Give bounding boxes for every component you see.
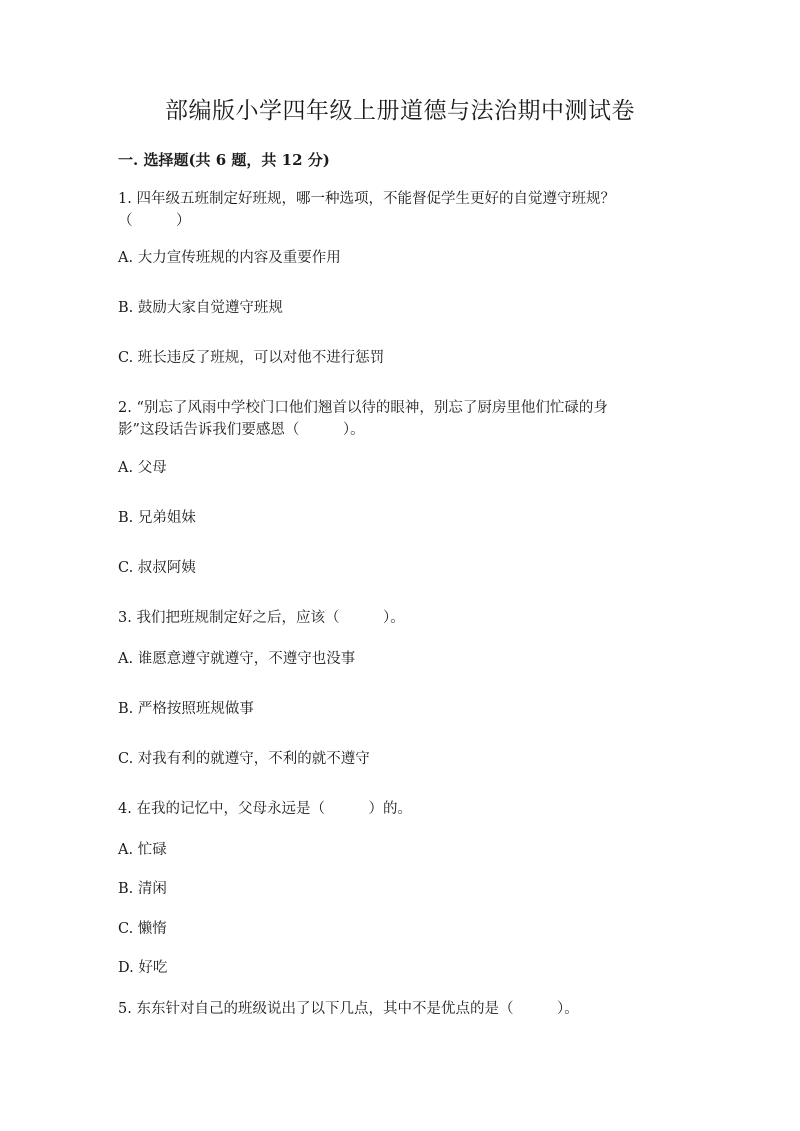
question-3-option-b: B. 严格按照班规做事: [118, 701, 254, 717]
question-5-stem: 5. 东东针对自己的班级说出了以下几点，其中不是优点的是（ ）。: [118, 1001, 579, 1017]
question-4-option-c: C. 懒惰: [118, 921, 167, 937]
question-3-stem: 3. 我们把班规制定好之后，应该（ ）。: [118, 610, 405, 626]
section-heading: 一. 选择题(共 6 题，共 12 分): [118, 151, 330, 169]
question-2-stem-line-2: 影”这段话告诉我们要感恩（ ）。: [118, 422, 365, 438]
question-4-option-a: A. 忙碌: [118, 842, 167, 858]
question-4-option-d: D. 好吃: [118, 960, 168, 976]
question-2-option-b: B. 兄弟姐妹: [118, 510, 196, 526]
question-3-option-a: A. 谁愿意遵守就遵守，不遵守也没事: [118, 651, 356, 667]
question-2-stem-line-1: 2. “别忘了风雨中学校门口他们翘首以待的眼神，别忘了厨房里他们忙碌的身: [118, 400, 608, 416]
question-1-option-a: A. 大力宣传班规的内容及重要作用: [118, 250, 341, 266]
question-3-option-c: C. 对我有利的就遵守，不利的就不遵守: [118, 751, 370, 767]
question-1-option-b: B. 鼓励大家自觉遵守班规: [118, 300, 283, 316]
question-2-option-c: C. 叔叔阿姨: [118, 560, 196, 576]
question-1-stem-line-2: （ ）: [118, 213, 191, 229]
question-4-option-b: B. 清闲: [118, 881, 167, 897]
question-4-stem: 4. 在我的记忆中，父母永远是（ ）的。: [118, 801, 412, 817]
page-title: 部编版小学四年级上册道德与法治期中测试卷: [165, 98, 635, 124]
question-2-option-a: A. 父母: [118, 460, 167, 476]
question-1-stem-line-1: 1. 四年级五班制定好班规，哪一种选项，不能督促学生更好的自觉遵守班规？: [118, 191, 615, 207]
question-1-stem: [118, 188, 678, 232]
question-1-option-c: C. 班长违反了班规，可以对他不进行惩罚: [118, 350, 385, 366]
question-2-stem: [118, 397, 678, 441]
